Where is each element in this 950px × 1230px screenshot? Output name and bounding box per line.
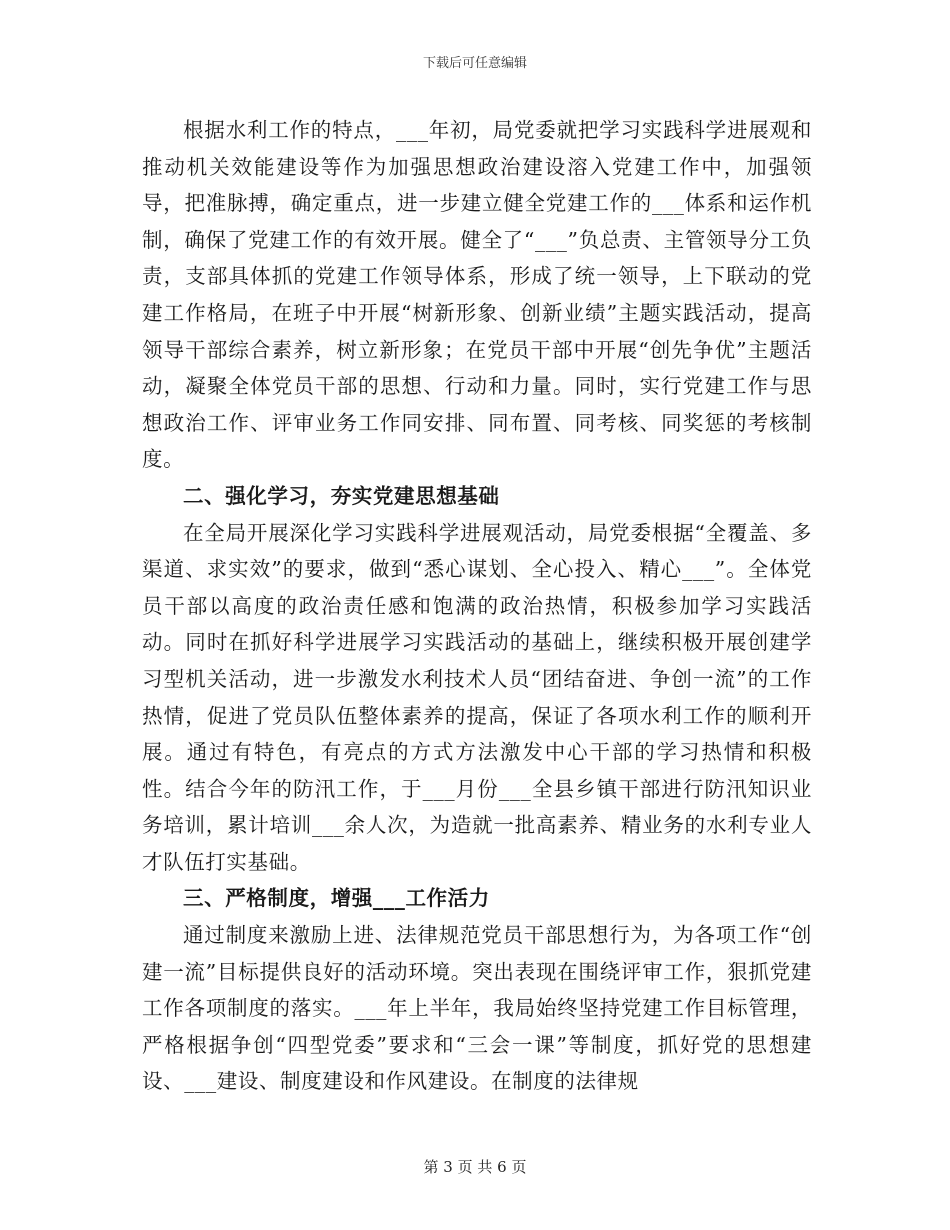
paragraph-1: 根据水利工作的特点，___年初，局党委就把学习实践科学进展观和推动机关效能建设等作为加强思想政治建设溶入党建工作中，加强领导，把准脉搏，确定重点，进一步建立健全党建工作的___体系和运作机制，确保了党建工作的有效开展。健全了“___”负总责、主管领导分工负责，支部具体抓的党建工作领导体系，形成了统一领导，上下联动的党建工作格局，在班子中开展“树新形象、创新业绩”主题实践活动，提高领导干部综合素养，树立新形象；在党员干部中开展“创先争优”主题活动，凝聚全体党员干部的思想、行动和力量。同时，实行党建工作与思想政治工作、评审业务工作同安排、同布置、同考核、同奖惩的考核制度。 bbox=[142, 118, 812, 472]
paragraph-3: 通过制度来激励上进、法律规范党员干部思想行为，为各项工作“创建一流”目标提供良好的活动环境。突出表现在围绕评审工作，狠抓党建工作各项制度的落实。___年上半年，我局始终坚持党建工作目标管理，严格根据争创“四型党委”要求和“三会一课”等制度，抓好党的思想建设、___建设、制度建设和作风建设。在制度的法律规 bbox=[142, 923, 812, 1094]
page-header: 下载后可任意编辑 bbox=[422, 56, 527, 71]
page-footer: 第 3 页 共 6 页 bbox=[423, 1158, 527, 1176]
paragraph-2: 在全局开展深化学习实践科学进展观活动，局党委根据“全覆盖、多渠道、求实效”的要求，做到“悉心谋划、全心投入、精心___”。全体党员干部以高度的政治责任感和饱满的政治热情，积极参加学习实践活动。同时在抓好科学进展学习实践活动的基础上，继续积极开展创建学习型机关活动，进一步激发水利技术人员“团结奋进、争创一流”的工作热情，促进了党员队伍整体素养的提高，保证了各项水利工作的顺利开展。通过有特色，有亮点的方式方法激发中心干部的学习热情和积极性。结合今年的防汛工作，于___月份___全县乡镇干部进行防汛知识业务培训，累计培训___余人次，为造就一批高素养、精业务的水利专业人才队伍打实基础。 bbox=[142, 520, 812, 874]
document-body bbox=[142, 112, 812, 1100]
section-heading-3: 三、严格制度，增强___工作活力 bbox=[183, 886, 490, 911]
section-heading-2: 二、强化学习，夯实党建思想基础 bbox=[183, 483, 500, 508]
